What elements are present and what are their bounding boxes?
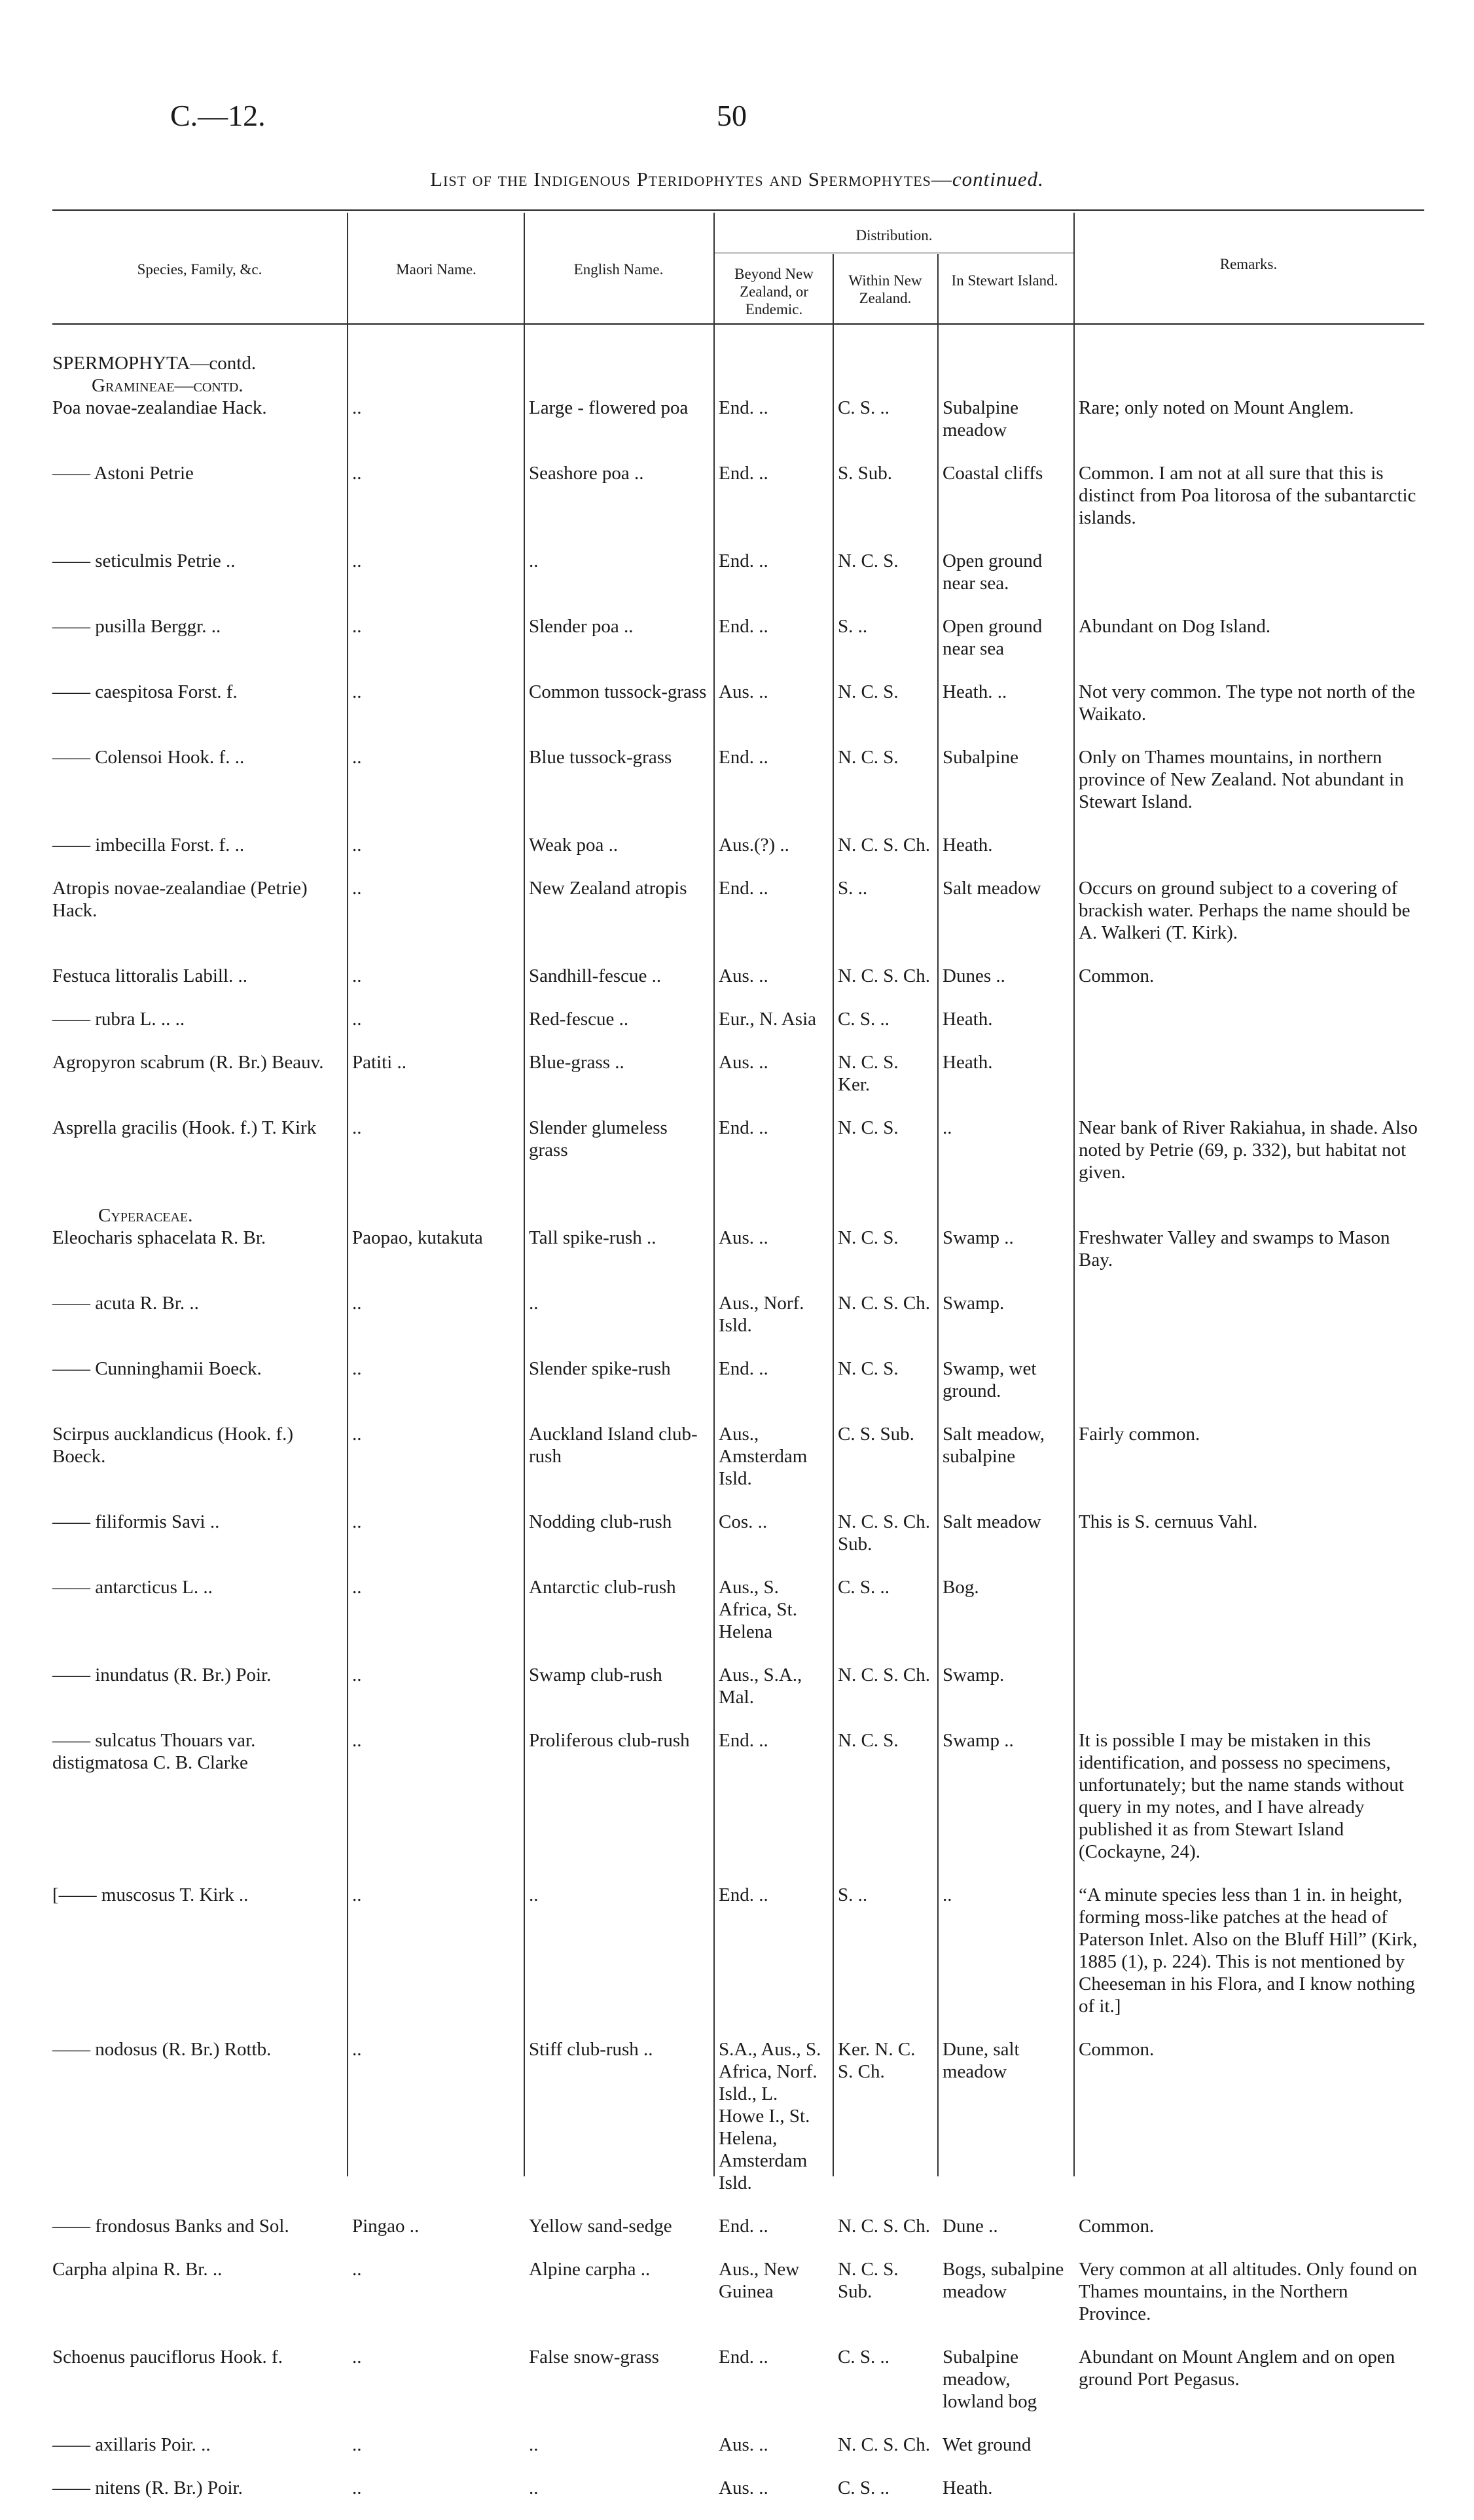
col-english: English Name. — [573, 261, 664, 278]
maori-name-cell: .. — [352, 2259, 362, 2280]
beyond-nz-cell: End. .. — [719, 550, 768, 571]
table-row — [52, 1008, 1424, 1051]
species-cell: —— filiformis Savi .. — [52, 1511, 220, 1532]
maori-name-cell: .. — [352, 1293, 362, 1314]
table-row — [52, 2258, 1424, 2346]
section-row — [52, 1204, 1424, 1227]
maori-name-cell: .. — [352, 1884, 362, 1905]
beyond-nz-cell: Aus., S.A., Mal. — [719, 1665, 802, 1708]
remarks-cell: Abundant on Mount Anglem and on open ground Port Pegasus. — [1079, 2347, 1395, 2390]
beyond-nz-cell: End. .. — [719, 1117, 768, 1138]
within-nz-cell: N. C. S. Sub. — [838, 2259, 899, 2302]
section-row — [52, 374, 1424, 397]
section-row — [52, 352, 1424, 374]
top-rule — [52, 209, 1424, 211]
remarks-cell: Not very common. The type not north of the Waikato. — [1079, 681, 1416, 725]
table-row — [52, 1358, 1424, 1423]
header-bottom-rule — [52, 323, 1424, 325]
within-nz-cell: C. S. .. — [838, 2347, 890, 2367]
beyond-nz-cell: Aus. .. — [719, 681, 768, 702]
stewart-island-cell: Heath. .. — [943, 681, 1007, 702]
remarks-cell: Common. — [1079, 2216, 1155, 2237]
stewart-island-cell: Open ground near sea. — [943, 550, 1043, 594]
species-cell: Asprella gracilis (Hook. f.) T. Kirk — [52, 1117, 317, 1138]
english-name-cell: Slender poa .. — [529, 616, 634, 637]
remarks-cell: “A minute species less than 1 in. in height, forming moss-like patches at the head of Paterson Inlet. Also on the Bluff Hill” (Kirk, 1885 (1), p. 224). This is not mentioned by Cheeseman in his Flora, and I know nothing of it.] — [1079, 1884, 1418, 2017]
maori-name-cell: .. — [352, 1117, 362, 1138]
beyond-nz-cell: Aus. .. — [719, 965, 768, 986]
table-row — [52, 2215, 1424, 2258]
beyond-nz-cell: Cos. .. — [719, 1511, 768, 1532]
species-cell: —— inundatus (R. Br.) Poir. — [52, 1665, 272, 1685]
english-name-cell: New Zealand atropis — [529, 878, 687, 899]
remarks-cell — [1073, 1051, 1424, 1117]
within-nz-cell: N. C. S. Ch. — [838, 1665, 931, 1685]
beyond-nz-cell: Aus., S. Africa, St. Helena — [719, 1577, 797, 1642]
maori-name-cell: .. — [352, 681, 362, 702]
stewart-island-cell: .. — [943, 1117, 952, 1138]
beyond-nz-cell: S.A., Aus., S. Africa, Norf. Isld., L. Howe I., St. Helena, Amsterdam Isld. — [719, 2039, 821, 2193]
beyond-nz-cell: End. .. — [719, 616, 768, 637]
within-nz-cell: C. S. Sub. — [838, 1424, 914, 1445]
stewart-island-cell: Open ground near sea — [943, 616, 1043, 659]
remarks-cell: Common. — [1079, 2039, 1155, 2060]
remarks-cell: Only on Thames mountains, in northern province of New Zealand. Not abundant in Stewart Island. — [1079, 747, 1404, 812]
remarks-cell — [1073, 1664, 1424, 1729]
stewart-island-cell: Salt meadow, subalpine — [943, 1424, 1045, 1467]
maori-name-cell: .. — [352, 965, 362, 986]
table-row — [52, 2038, 1424, 2215]
beyond-nz-cell: Aus., New Guinea — [719, 2259, 800, 2302]
remarks-cell — [1073, 550, 1424, 615]
section-gramineae: Gramineae—contd. — [92, 375, 243, 396]
english-name-cell: .. — [529, 2477, 539, 2498]
species-cell: —— imbecilla Forst. f. .. — [52, 835, 245, 855]
within-nz-cell: N. C. S. — [838, 550, 899, 571]
beyond-nz-cell: End. .. — [719, 2216, 768, 2237]
table-row — [52, 1292, 1424, 1358]
species-cell: —— nitens (R. Br.) Poir. — [52, 2477, 243, 2498]
remarks-cell: It is possible I may be mistaken in this identification, and possess no specimens, unfortunately; but the name stands without query in my notes, and I have already published it as from Stewart Island (Cockayne, 24). — [1079, 1730, 1404, 1862]
species-cell: Schoenus pauciflorus Hook. f. — [52, 2347, 283, 2367]
title-main: List of the Indigenous Pteridophytes and Spermophytes— — [430, 168, 952, 190]
maori-name-cell: .. — [352, 1009, 362, 1030]
maori-name-cell: .. — [352, 1358, 362, 1379]
maori-name-cell: .. — [352, 1577, 362, 1598]
table-row — [52, 1051, 1424, 1117]
maori-name-cell: .. — [352, 616, 362, 637]
stewart-island-cell: Heath. — [943, 1052, 993, 1073]
remarks-cell — [1073, 834, 1424, 877]
within-nz-cell: S. .. — [838, 616, 868, 637]
stewart-island-cell: Swamp .. — [943, 1730, 1014, 1751]
english-name-cell: .. — [529, 1293, 539, 1314]
species-cell: [—— muscosus T. Kirk .. — [52, 1884, 249, 1905]
title-cont: continued. — [952, 168, 1044, 190]
species-cell: —— caespitosa Forst. f. — [52, 681, 238, 702]
within-nz-cell: N. C. S. Ch. — [838, 835, 931, 855]
page-number: 50 — [717, 99, 747, 132]
table-row — [52, 681, 1424, 746]
stewart-island-cell: Swamp .. — [943, 1227, 1014, 1248]
species-cell: —— antarcticus L. .. — [52, 1577, 213, 1598]
maori-name-cell: .. — [352, 550, 362, 571]
species-cell: Poa novae-zealandiae Hack. — [52, 397, 267, 418]
species-cell: Festuca littoralis Labill. .. — [52, 965, 248, 986]
remarks-cell: Freshwater Valley and swamps to Mason Bay. — [1079, 1227, 1390, 1270]
beyond-nz-cell: Aus., Norf. Isld. — [719, 1293, 804, 1336]
english-name-cell: Slender glumeless grass — [529, 1117, 668, 1161]
species-cell: —— seticulmis Petrie .. — [52, 550, 236, 571]
within-nz-cell: N. C. S. Ch. — [838, 965, 931, 986]
within-nz-cell: C. S. .. — [838, 397, 890, 418]
english-name-cell: Proliferous club-rush — [529, 1730, 690, 1751]
within-nz-cell: C. S. .. — [838, 2477, 890, 2498]
remarks-cell — [1073, 2434, 1424, 2477]
stewart-island-cell: Dune .. — [943, 2216, 998, 2237]
col-maori: Maori Name. — [396, 261, 476, 278]
beyond-nz-cell: End. .. — [719, 747, 768, 768]
species-cell: —— nodosus (R. Br.) Rottb. — [52, 2039, 272, 2060]
stewart-island-cell: Swamp, wet ground. — [943, 1358, 1037, 1401]
english-name-cell: Seashore poa .. — [529, 463, 644, 484]
stewart-island-cell: Subalpine — [943, 747, 1018, 768]
english-name-cell: Blue tussock-grass — [529, 747, 672, 768]
english-name-cell: Sandhill-fescue .. — [529, 965, 662, 986]
english-name-cell: Nodding club-rush — [529, 1511, 672, 1532]
species-cell: Agropyron scabrum (R. Br.) Beauv. — [52, 1052, 324, 1073]
within-nz-cell: Ker. N. C. S. Ch. — [838, 2039, 916, 2082]
english-name-cell: Stiff club-rush .. — [529, 2039, 653, 2060]
col-within: Within New Zealand. — [848, 272, 922, 306]
remarks-cell: Abundant on Dog Island. — [1079, 616, 1271, 637]
stewart-island-cell: Salt meadow — [943, 878, 1041, 899]
english-name-cell: Slender spike-rush — [529, 1358, 671, 1379]
within-nz-cell: N. C. S. — [838, 681, 899, 702]
stewart-island-cell: Bogs, subalpine meadow — [943, 2259, 1064, 2302]
within-nz-cell: N. C. S. Ch. — [838, 1293, 931, 1314]
species-cell: —— Cunninghamii Boeck. — [52, 1358, 262, 1379]
table-row — [52, 1729, 1424, 1884]
maori-name-cell: Paopao, kutakuta — [352, 1227, 483, 1248]
within-nz-cell: N. C. S. — [838, 1117, 899, 1138]
maori-name-cell: .. — [352, 1665, 362, 1685]
col-species: Species, Family, &c. — [137, 261, 262, 278]
table-row — [52, 1884, 1424, 2038]
stewart-island-cell: Wet ground — [943, 2434, 1032, 2455]
maori-name-cell: .. — [352, 878, 362, 899]
stewart-island-cell: Coastal cliffs — [943, 463, 1043, 484]
remarks-cell: Rare; only noted on Mount Anglem. — [1079, 397, 1354, 418]
english-name-cell: .. — [529, 2434, 539, 2455]
english-name-cell: Common tussock-grass — [529, 681, 707, 702]
beyond-nz-cell: Aus. .. — [719, 1052, 768, 1073]
english-name-cell: Auckland Island club-rush — [529, 1424, 698, 1467]
maori-name-cell: .. — [352, 1511, 362, 1532]
table-row — [52, 1227, 1424, 1292]
english-name-cell: .. — [529, 1884, 539, 1905]
remarks-cell — [1073, 1292, 1424, 1358]
table-row — [52, 834, 1424, 877]
species-cell: —— frondosus Banks and Sol. — [52, 2216, 289, 2237]
within-nz-cell: N. C. S. Ch. Sub. — [838, 1511, 931, 1555]
beyond-nz-cell: End. .. — [719, 1358, 768, 1379]
remarks-cell: Very common at all altitudes. Only found on Thames mountains, in the Northern Province. — [1079, 2259, 1418, 2324]
remarks-cell — [1073, 1358, 1424, 1423]
within-nz-cell: N. C. S. — [838, 1358, 899, 1379]
species-cell: —— axillaris Poir. .. — [52, 2434, 211, 2455]
table-row — [52, 1423, 1424, 1511]
species-table — [52, 352, 1424, 2520]
table-row — [52, 615, 1424, 681]
within-nz-cell: S. Sub. — [838, 463, 893, 484]
species-cell: Atropis novae-zealandiae (Petrie) Hack. — [52, 878, 308, 921]
english-name-cell: Antarctic club-rush — [529, 1577, 676, 1598]
english-name-cell: Weak poa .. — [529, 835, 619, 855]
maori-name-cell: .. — [352, 463, 362, 484]
english-name-cell: Swamp club-rush — [529, 1665, 662, 1685]
table-row — [52, 397, 1424, 462]
within-nz-cell: C. S. .. — [838, 1009, 890, 1030]
beyond-nz-cell: Aus.(?) .. — [719, 835, 789, 855]
within-nz-cell: N. C. S. — [838, 1730, 899, 1751]
col-remarks: Remarks. — [1219, 256, 1278, 272]
remarks-cell — [1073, 1576, 1424, 1664]
species-cell: —— sulcatus Thouars var. distigmatosa C. B. Clarke — [52, 1730, 256, 1773]
english-name-cell: .. — [529, 550, 539, 571]
stewart-island-cell: Swamp. — [943, 1293, 1005, 1314]
maori-name-cell: .. — [352, 835, 362, 855]
english-name-cell: Red-fescue .. — [529, 1009, 629, 1030]
species-cell: Carpha alpina R. Br. .. — [52, 2259, 223, 2280]
species-cell: —— acuta R. Br. .. — [52, 1293, 199, 1314]
stewart-island-cell: .. — [943, 1884, 952, 1905]
english-name-cell: Tall spike-rush .. — [529, 1227, 656, 1248]
maori-name-cell: Patiti .. — [352, 1052, 406, 1073]
table-row — [52, 965, 1424, 1008]
stewart-island-cell: Dune, salt meadow — [943, 2039, 1020, 2082]
maori-name-cell: .. — [352, 1424, 362, 1445]
table-row — [52, 746, 1424, 834]
species-cell: Eleocharis sphacelata R. Br. — [52, 1227, 266, 1248]
stewart-island-cell: Salt meadow — [943, 1511, 1041, 1532]
english-name-cell: Blue-grass .. — [529, 1052, 624, 1073]
remarks-cell — [1073, 1008, 1424, 1051]
within-nz-cell: N. C. S. Ch. — [838, 2216, 931, 2237]
stewart-island-cell: Bog. — [943, 1577, 979, 1598]
within-nz-cell: S. .. — [838, 878, 868, 899]
table-row — [52, 2477, 1424, 2520]
table-row — [52, 550, 1424, 615]
maori-name-cell: .. — [352, 2347, 362, 2367]
beyond-nz-cell: Aus. .. — [719, 2477, 768, 2498]
stewart-island-cell: Subalpine meadow — [943, 397, 1018, 441]
maori-name-cell: .. — [352, 747, 362, 768]
species-cell: —— rubra L. .. .. — [52, 1009, 185, 1030]
within-nz-cell: N. C. S. Ch. — [838, 2434, 931, 2455]
section-spermophyta: SPERMOPHYTA—contd. — [52, 353, 257, 374]
remarks-cell: Common. I am not at all sure that this is distinct from Poa litorosa of the subantarctic islands. — [1079, 463, 1416, 528]
beyond-nz-cell: End. .. — [719, 1884, 768, 1905]
stewart-island-cell: Heath. — [943, 2477, 993, 2498]
beyond-nz-cell: Aus. .. — [719, 2434, 768, 2455]
within-nz-cell: C. S. .. — [838, 1577, 890, 1598]
maori-name-cell: .. — [352, 397, 362, 418]
maori-name-cell: .. — [352, 2477, 362, 2498]
within-nz-cell: N. C. S. — [838, 747, 899, 768]
maori-name-cell: Pingao .. — [352, 2216, 420, 2237]
species-cell: —— pusilla Berggr. .. — [52, 616, 221, 637]
table-row — [52, 1664, 1424, 1729]
table-row — [52, 877, 1424, 965]
report-code: C.—12. — [170, 99, 266, 132]
stewart-island-cell: Dunes .. — [943, 965, 1005, 986]
remarks-cell: Fairly common. — [1079, 1424, 1200, 1445]
remarks-cell — [1073, 2477, 1424, 2520]
beyond-nz-cell: End. .. — [719, 878, 768, 899]
species-cell: —— Astoni Petrie — [52, 463, 194, 484]
english-name-cell: False snow-grass — [529, 2347, 659, 2367]
stewart-island-cell: Subalpine meadow, lowland bog — [943, 2347, 1037, 2412]
table-row — [52, 1576, 1424, 1664]
table-row — [52, 1511, 1424, 1576]
beyond-nz-cell: End. .. — [719, 397, 768, 418]
within-nz-cell: N. C. S. — [838, 1227, 899, 1248]
stewart-island-cell: Heath. — [943, 1009, 993, 1030]
within-nz-cell: S. .. — [838, 1884, 868, 1905]
table-row — [52, 2434, 1424, 2477]
within-nz-cell: N. C. S. Ker. — [838, 1052, 899, 1095]
col-beyond: Beyond New Zealand, or Endemic. — [734, 266, 814, 317]
beyond-nz-cell: End. .. — [719, 2347, 768, 2367]
english-name-cell: Yellow sand-sedge — [529, 2216, 672, 2237]
col-distribution: Distribution. — [855, 227, 933, 243]
species-cell: Scirpus aucklandicus (Hook. f.) Boeck. — [52, 1424, 294, 1467]
remarks-cell: Common. — [1079, 965, 1155, 986]
page-title — [0, 168, 1474, 191]
table-row — [52, 2346, 1424, 2434]
remarks-cell: This is S. cernuus Vahl. — [1079, 1511, 1258, 1532]
remarks-cell: Occurs on ground subject to a covering of brackish water. Perhaps the name should be A. Walkeri (T. Kirk). — [1079, 878, 1411, 943]
beyond-nz-cell: End. .. — [719, 463, 768, 484]
beyond-nz-cell: Eur., N. Asia — [719, 1009, 817, 1030]
english-name-cell: Large - flowered poa — [529, 397, 689, 418]
beyond-nz-cell: Aus. .. — [719, 1227, 768, 1248]
beyond-nz-cell: Aus., Amsterdam Isld. — [719, 1424, 808, 1489]
stewart-island-cell: Heath. — [943, 835, 993, 855]
table-row — [52, 1117, 1424, 1204]
section-cyperaceae: Cyperaceae. — [98, 1205, 193, 1226]
maori-name-cell: .. — [352, 2434, 362, 2455]
beyond-nz-cell: End. .. — [719, 1730, 768, 1751]
english-name-cell: Alpine carpha .. — [529, 2259, 651, 2280]
remarks-cell: Near bank of River Rakiahua, in shade. Also noted by Petrie (69, p. 332), but habitat not given. — [1079, 1117, 1418, 1183]
col-stewart: In Stewart Island. — [951, 272, 1058, 289]
species-cell: —— Colensoi Hook. f. .. — [52, 747, 245, 768]
maori-name-cell: .. — [352, 1730, 362, 1751]
table-row — [52, 462, 1424, 550]
maori-name-cell: .. — [352, 2039, 362, 2060]
stewart-island-cell: Swamp. — [943, 1665, 1005, 1685]
